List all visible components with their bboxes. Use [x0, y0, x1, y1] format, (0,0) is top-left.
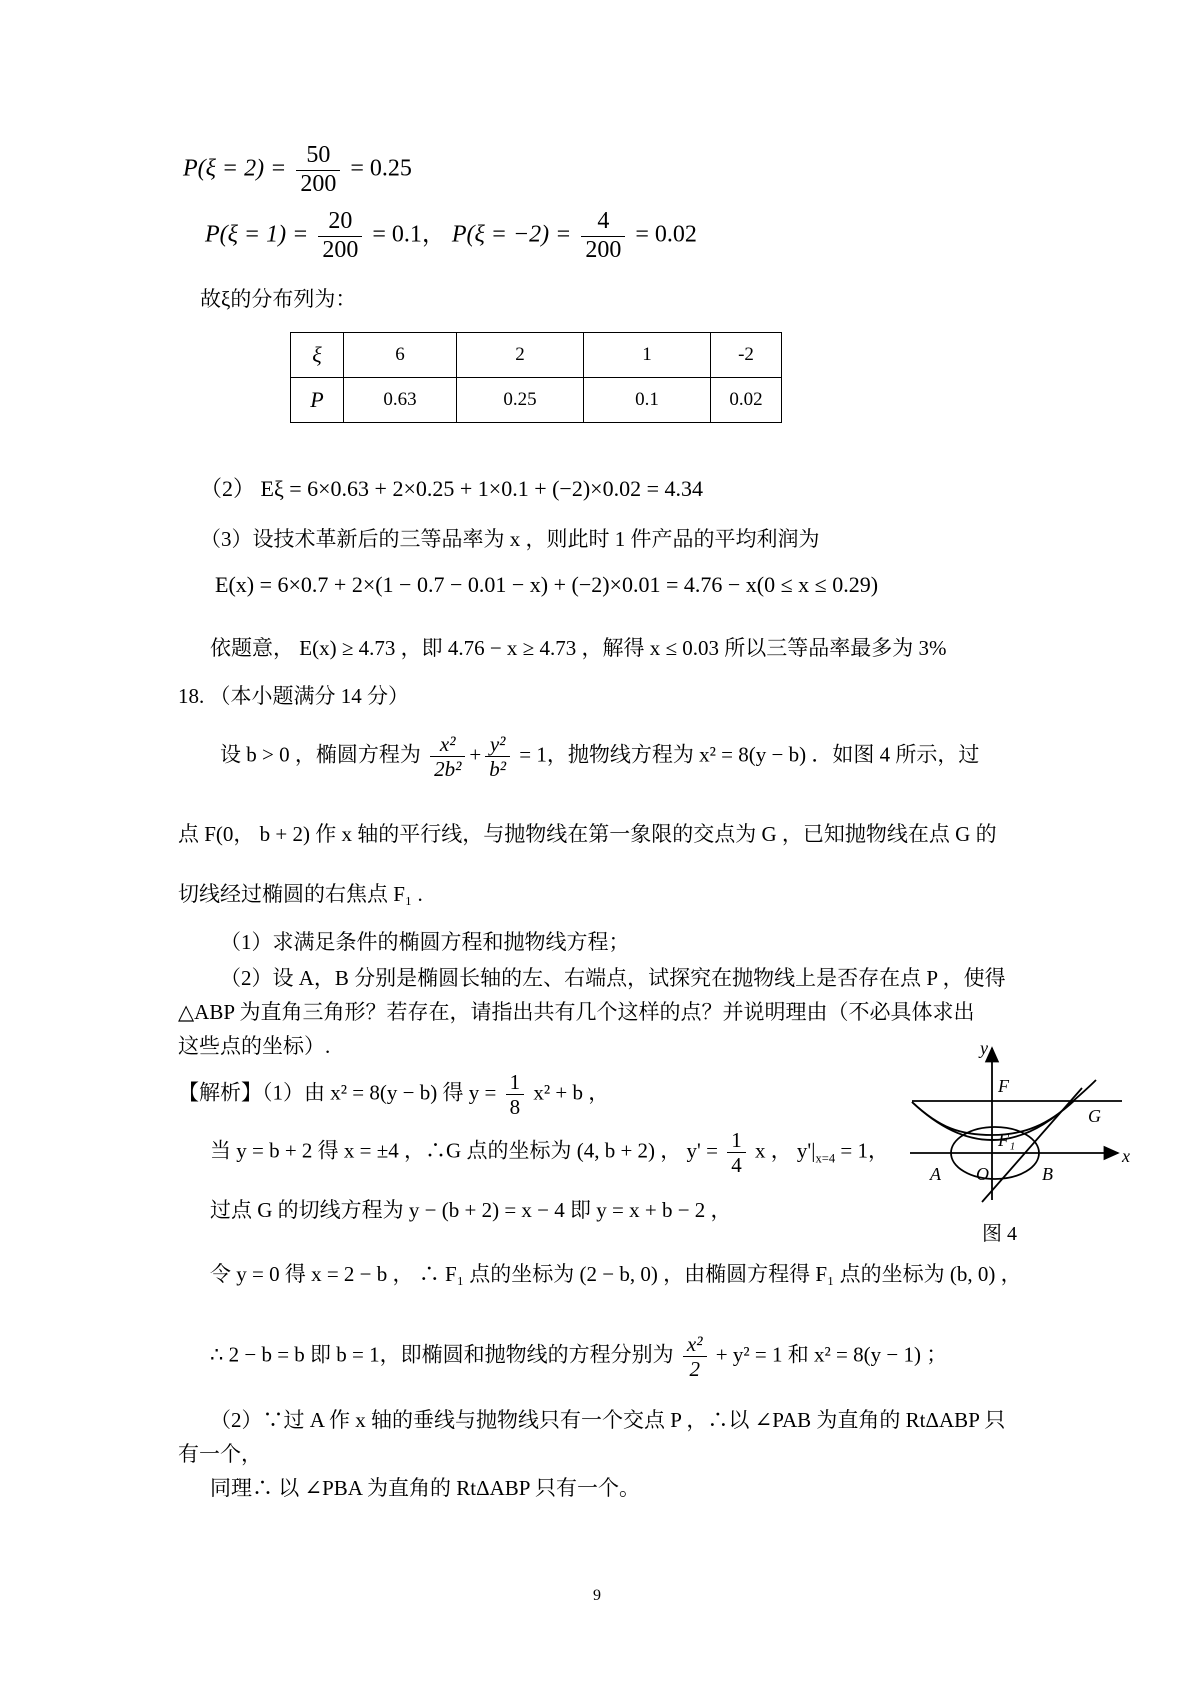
fraction-denominator: 200 [322, 236, 359, 263]
text: + y² = 1 和 x² = 8(y − 1) ； [715, 1342, 948, 1367]
part-3-equation: E(x) = 6×0.7 + 2×(1 − 0.7 − 0.01 − x) + (−2)×0.01 = 4.76 − x(0 ≤ x ≤ 0.29) [215, 572, 879, 597]
text: = 1，抛物线方程为 x² = 8(y − b) ．如图 4 所示，过 [519, 742, 980, 767]
fraction [485, 732, 510, 781]
table-row [291, 378, 782, 423]
solution-line-6b: 有一个， [178, 1442, 262, 1466]
table-cell: 2 [457, 333, 584, 378]
text: 设 b > 0 ，椭圆方程为 [220, 742, 421, 767]
fraction-denominator: 8 [509, 1095, 521, 1120]
fraction-denominator: b² [489, 757, 507, 782]
fraction-denominator: 200 [300, 170, 337, 197]
question-18-sub-2b: △ABP 为直角三角形？若存在，请指出共有几个这样的点？并说明理由（不必具体求出 [178, 1000, 975, 1024]
solution-line-2 [210, 1128, 889, 1177]
fraction-numerator: x² [683, 1332, 707, 1357]
subscript: x=4 [815, 1151, 836, 1166]
fraction [296, 142, 340, 198]
fraction [727, 1128, 746, 1177]
table-cell: 1 [584, 333, 711, 378]
fraction-numerator: 4 [581, 208, 625, 237]
text: 当 y = b + 2 得 x = ±4 ，∴G 点的坐标为 (4, b + 2) ， y' = [210, 1138, 718, 1163]
eq-p-xi-1 [205, 208, 697, 264]
question-18-line-3: 切线经过椭圆的右焦点 F₁ . [178, 882, 423, 906]
label-x: x [1122, 1146, 1130, 1166]
distribution-intro: 故ξ的分布列为： [200, 287, 357, 311]
solution-line-6a: （2）∵过 A 作 x 轴的垂线与抛物线只有一个交点 P ，∴以 ∠PAB 为直角的 RtΔABP 只 [210, 1408, 1006, 1432]
table-cell: 0.02 [711, 378, 782, 423]
distribution-table [290, 332, 782, 423]
solution-line-7: 同理∴ 以 ∠PBA 为直角的 RtΔABP 只有一个。 [210, 1476, 640, 1500]
table-cell: 6 [344, 333, 457, 378]
parabola-curve-smooth [912, 1100, 1075, 1135]
fraction-numerator: 1 [506, 1070, 525, 1095]
label-g: G [1088, 1106, 1101, 1126]
label-f1: F₁ [998, 1130, 1016, 1150]
question-18-sub-2a: （2）设 A，B 分别是椭圆长轴的左、右端点，试探究在抛物线上是否存在点 P ，使得 [220, 966, 1006, 990]
fraction [506, 1070, 525, 1119]
part-3-intro: （3）设技术革新后的三等品率为 x ，则此时 1 件产品的平均利润为 [200, 527, 820, 551]
table-cell: 0.25 [457, 378, 584, 423]
question-18-title: 18. （本小题满分 14 分） [178, 684, 409, 708]
fraction-numerator: x² [430, 732, 465, 757]
eq-p-xi-2 [183, 142, 412, 198]
label-a: A [930, 1164, 941, 1184]
plus-sign: + [469, 742, 482, 767]
question-18-sub-2c: 这些点的坐标）. [178, 1034, 331, 1058]
solution-line-1 [178, 1070, 609, 1119]
fraction-denominator: 4 [731, 1153, 742, 1178]
fraction-denominator: 2b² [434, 757, 462, 782]
eq-rhs-2: = 0.02 [635, 221, 697, 248]
fraction-numerator: 50 [296, 142, 340, 171]
text: = 1， [840, 1138, 889, 1163]
table-row-header: P [291, 378, 344, 423]
eq-lhs-2: P(ξ = −2) = [451, 221, 572, 248]
text: 【解析】（1）由 x² = 8(y − b) 得 y = [178, 1080, 497, 1105]
figure-caption: 图 4 [982, 1223, 1017, 1245]
part-3-conclusion: 依题意， E(x) ≥ 4.73 ，即 4.76 − x ≥ 4.73 ，解得 x ≤ 0.03 所以三等品率最多为 3% [210, 636, 947, 660]
question-18-line-1 [220, 732, 979, 781]
question-18-line-2: 点 F(0， b + 2) 作 x 轴的平行线，与抛物线在第一象限的交点为 G ，已知抛物线在点 G 的 [178, 822, 997, 846]
eq-lhs: P(ξ = 2) = [183, 155, 287, 182]
fraction [581, 208, 625, 264]
eq-rhs: = 0.25 [350, 155, 412, 182]
label-o: O [976, 1164, 989, 1184]
eq-lhs: P(ξ = 1) = [205, 221, 309, 248]
fraction-denominator: 2 [689, 1357, 700, 1382]
fraction [318, 208, 362, 264]
question-18-sub-1: （1）求满足条件的椭圆方程和抛物线方程； [220, 930, 630, 954]
text: ∴ 2 − b = b 即 b = 1，即椭圆和抛物线的方程分别为 [210, 1342, 674, 1367]
figure-4-diagram [900, 1040, 1140, 1250]
table-cell: 0.1 [584, 378, 711, 423]
table-row [291, 333, 782, 378]
solution-line-5 [210, 1332, 947, 1381]
fraction-numerator: y² [485, 732, 510, 757]
tangent-line [982, 1088, 1082, 1202]
fraction [683, 1332, 707, 1381]
label-y: y [980, 1040, 988, 1058]
part-2-expectation: （2） Eξ = 6×0.63 + 2×0.25 + 1×0.1 + (−2)×0.02 = 4.34 [200, 476, 703, 501]
table-row-header: ξ [291, 333, 344, 378]
page-number: 9 [593, 1587, 601, 1604]
fraction-denominator: 200 [585, 236, 622, 263]
table-cell: 0.63 [344, 378, 457, 423]
text: x ， y'| [754, 1138, 816, 1163]
label-b: B [1042, 1164, 1053, 1184]
fraction [430, 732, 465, 781]
text: x² + b ， [533, 1080, 610, 1105]
solution-line-4: 令 y = 0 得 x = 2 − b ， ∴ F₁ 点的坐标为 (2 − b, 0) ，由椭圆方程得 F₁ 点的坐标为 (b, 0) ， [210, 1262, 1022, 1286]
table-cell: -2 [711, 333, 782, 378]
fraction-numerator: 20 [318, 208, 362, 237]
eq-rhs: = 0.1， [372, 221, 446, 248]
solution-line-3: 过点 G 的切线方程为 y − (b + 2) = x − 4 即 y = x + b − 2 ， [210, 1198, 732, 1222]
fraction-numerator: 1 [727, 1128, 746, 1153]
label-f: F [998, 1076, 1009, 1096]
